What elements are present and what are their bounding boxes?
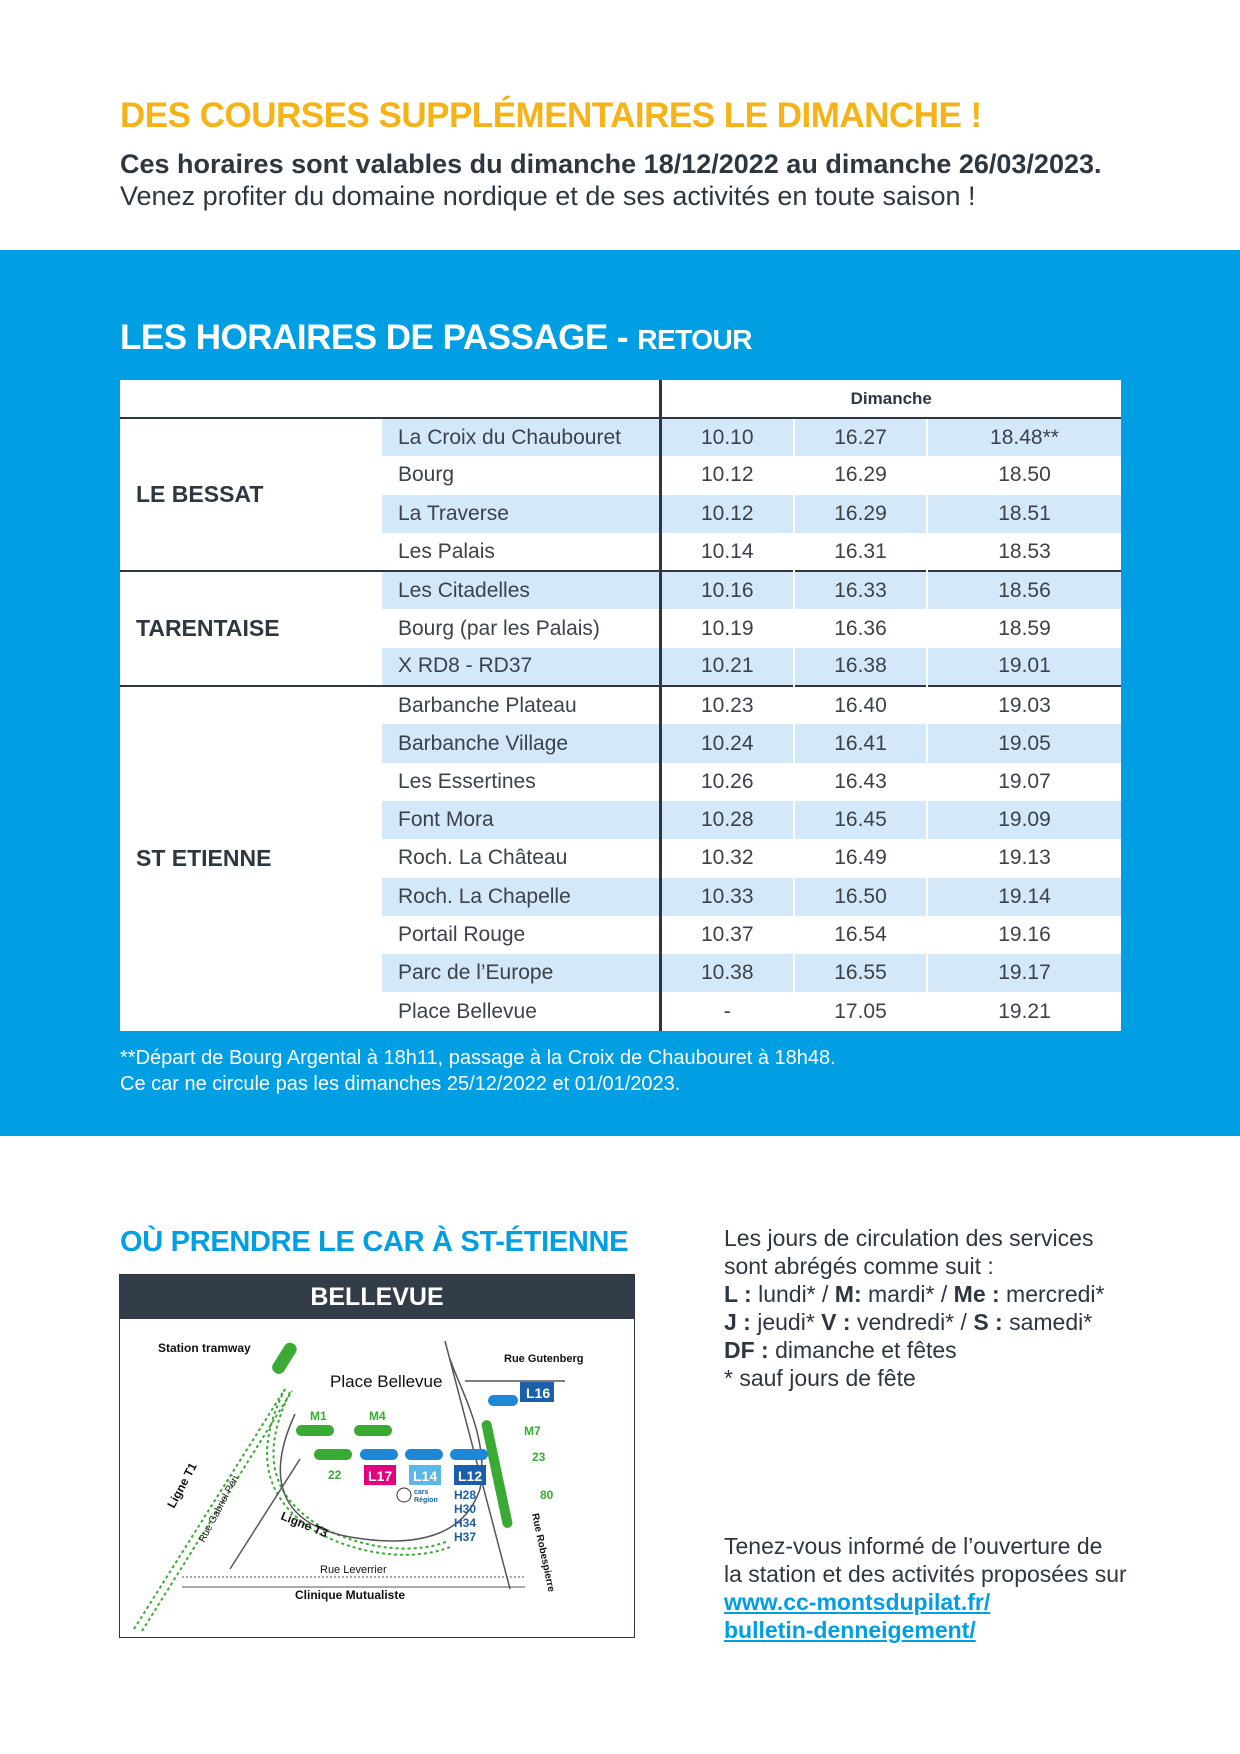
legend-key-df: DF : [724, 1337, 769, 1363]
headline: DES COURSES SUPPLÉMENTAIRES LE DIMANCHE ! [120, 96, 982, 135]
website-link-1[interactable]: www.cc-montsdupilat.fr/ [724, 1589, 991, 1615]
time-cell: 10.26 [660, 763, 794, 801]
time-cell: 19.05 [927, 724, 1121, 762]
time-cell: 10.37 [660, 916, 794, 954]
label-rue-robespierre: Rue Robespierre [529, 1512, 557, 1593]
time-cell: 10.32 [660, 839, 794, 877]
stop-name: Les Palais [398, 539, 495, 563]
label-ligne-t3: Ligne T3 [278, 1508, 330, 1541]
stop-m4 [354, 1425, 392, 1436]
stop-name: Bourg (par les Palais) [398, 616, 600, 640]
time-cell: 19.09 [927, 801, 1121, 839]
time-cell: 19.16 [927, 916, 1121, 954]
time-cell: 16.49 [794, 839, 927, 877]
time-cell: 10.14 [660, 533, 794, 571]
time-cell: 10.10 [660, 418, 794, 456]
day-header: Dimanche [660, 380, 1121, 418]
zone-label: TARENTAISE [120, 571, 382, 686]
stop-name: X RD8 - RD37 [382, 648, 660, 686]
time-cell: 18.59 [927, 609, 1121, 647]
label-80: 80 [540, 1488, 554, 1502]
time-cell: 10.24 [660, 724, 794, 762]
time-cell: - [660, 992, 794, 1030]
validity-text: Ces horaires sont valables du dimanche 18/12/2022 au dimanche 26/03/2023. [120, 149, 1102, 179]
legend-val-v: vendredi* / [856, 1309, 974, 1335]
time-cell: 10.12 [660, 456, 794, 494]
stop-l14 [405, 1449, 443, 1460]
info-line-2: la station et des activités proposées sur [724, 1561, 1127, 1587]
legend-key-m: M: [834, 1281, 862, 1307]
label-h28: H28 [454, 1488, 477, 1502]
time-cell: 16.29 [794, 495, 927, 533]
legend-key-j: J : [724, 1309, 751, 1335]
cars-region-icon [397, 1488, 411, 1502]
legend-key-me: Me : [953, 1281, 1000, 1307]
time-cell: 19.03 [927, 686, 1121, 724]
map-title: BELLEVUE [120, 1275, 634, 1319]
stop-name: Parc de l’Europe [382, 954, 660, 992]
label-region: Région [414, 1497, 438, 1504]
footnote-line-2: Ce car ne circule pas les dimanches 25/12/2022 et 01/01/2023. [120, 1073, 681, 1095]
schedule-title [120, 318, 752, 358]
invite-text: Venez profiter du domaine nordique et de ses activités en toute saison ! [120, 181, 976, 211]
stop-name: Roch. La Chapelle [382, 878, 660, 916]
stop-name: Barbanche Village [382, 724, 660, 762]
schedule-title-main: LES HORAIRES DE PASSAGE - [120, 318, 629, 357]
intro-section [120, 96, 1140, 213]
stop-name: La Croix du Chaubouret [382, 418, 660, 456]
stop-name: Les Essertines [398, 769, 536, 793]
footnote-line-1: **Départ de Bourg Argental à 18h11, passage à la Croix de Chaubouret à 18h48. [120, 1047, 836, 1069]
time-cell: 10.21 [660, 648, 794, 686]
time-cell: 16.31 [794, 533, 927, 571]
time-cell: 19.07 [927, 763, 1121, 801]
time-cell: 18.51 [927, 495, 1121, 533]
time-cell: 16.29 [794, 456, 927, 494]
time-cell: 16.36 [794, 609, 927, 647]
label-m1: M1 [310, 1409, 327, 1423]
label-h34: H34 [454, 1516, 477, 1530]
tram-line-t1 [134, 1389, 285, 1629]
legend-line-3 [724, 1280, 1164, 1308]
legend-val-df: dimanche et fêtes [775, 1337, 957, 1363]
label-clinique: Clinique Mutualiste [295, 1588, 406, 1602]
zone-label: LE BESSAT [120, 418, 382, 571]
time-cell: 18.50 [927, 456, 1121, 494]
table-row [120, 686, 1121, 724]
label-m7: M7 [524, 1424, 541, 1438]
stop-l16 [488, 1395, 518, 1406]
stop-name: Bourg [398, 463, 455, 487]
time-cell: 10.19 [660, 609, 794, 647]
schedule-footnote [120, 1045, 836, 1097]
time-cell: 16.55 [794, 954, 927, 992]
time-cell: 16.41 [794, 724, 927, 762]
legend-val-j: jeudi* [757, 1309, 822, 1335]
time-cell: 17.05 [794, 992, 927, 1030]
time-cell: 19.21 [927, 992, 1121, 1030]
stop-name: Les Citadelles [382, 571, 660, 609]
time-cell: 19.13 [927, 839, 1121, 877]
info-block [724, 1532, 1184, 1644]
table-row [120, 418, 1121, 456]
stop-name: Roch. La Château [398, 846, 568, 870]
legend-line-1: Les jours de circulation des services [724, 1225, 1094, 1251]
time-cell: 10.12 [660, 495, 794, 533]
time-cell: 10.16 [660, 571, 794, 609]
stop-name: Barbanche Plateau [382, 686, 660, 724]
time-cell: 19.01 [927, 648, 1121, 686]
label-cars: cars [414, 1489, 429, 1496]
zone-label: ST ETIENNE [120, 686, 382, 1031]
stop-name: Font Mora [382, 801, 660, 839]
time-cell: 16.40 [794, 686, 927, 724]
legend-val-m: mardi* / [868, 1281, 954, 1307]
time-cell: 16.45 [794, 801, 927, 839]
label-rue-gutenberg: Rue Gutenberg [504, 1353, 584, 1365]
time-cell: 10.38 [660, 954, 794, 992]
legend-line-5 [724, 1336, 1164, 1364]
legend-line-2: sont abrégés comme suit : [724, 1253, 994, 1279]
label-h30: H30 [454, 1502, 477, 1516]
stop-name: La Traverse [382, 495, 660, 533]
label-place-bellevue: Place Bellevue [330, 1372, 443, 1391]
days-legend [724, 1224, 1164, 1392]
legend-val-s: samedi* [1009, 1309, 1093, 1335]
label-rue-leverrier: Rue Leverrier [320, 1564, 387, 1576]
time-cell: 18.56 [927, 571, 1121, 609]
time-cell: 18.53 [927, 533, 1121, 571]
time-cell: 16.54 [794, 916, 927, 954]
time-cell: 18.48** [927, 418, 1121, 456]
stop-name: Place Bellevue [398, 999, 537, 1023]
info-line-1: Tenez-vous informé de l’ouverture de [724, 1533, 1103, 1559]
label-m4: M4 [369, 1409, 386, 1423]
legend-key-l: L : [724, 1281, 752, 1307]
time-cell: 16.33 [794, 571, 927, 609]
time-cell: 16.38 [794, 648, 927, 686]
time-cell: 16.43 [794, 763, 927, 801]
legend-key-v: V : [821, 1309, 851, 1335]
schedule-title-sub: RETOUR [637, 324, 752, 355]
label-l12: L12 [458, 1468, 483, 1484]
stop-m1 [296, 1425, 334, 1436]
time-cell: 16.27 [794, 418, 927, 456]
label-23: 23 [532, 1450, 546, 1464]
time-cell: 19.14 [927, 878, 1121, 916]
bellevue-map [119, 1274, 635, 1638]
legend-key-s: S : [973, 1309, 1003, 1335]
time-cell: 10.23 [660, 686, 794, 724]
stop-l12 [450, 1449, 488, 1460]
where-title: OÙ PRENDRE LE CAR À ST-ÉTIENNE [120, 1226, 629, 1258]
time-cell: 10.33 [660, 878, 794, 916]
label-gabriel-peri: Rue Gabriel Péri [196, 1473, 242, 1545]
legend-note: * sauf jours de fête [724, 1365, 916, 1391]
time-cell: 10.28 [660, 801, 794, 839]
website-link-2[interactable]: bulletin-denneigement/ [724, 1617, 976, 1643]
timetable-header-row [120, 380, 1121, 418]
label-ligne-t1: Ligne T1 [164, 1460, 200, 1511]
time-cell: 19.17 [927, 954, 1121, 992]
label-station-tramway: Station tramway [158, 1341, 251, 1355]
stop-22 [314, 1449, 352, 1460]
map-drawing [120, 1319, 633, 1636]
label-h37: H37 [454, 1530, 477, 1544]
label-l16: L16 [526, 1385, 551, 1401]
schedule-band [0, 250, 1240, 1136]
label-l14: L14 [413, 1468, 438, 1484]
timetable [120, 380, 1121, 1031]
label-22: 22 [328, 1468, 342, 1482]
table-row [120, 571, 1121, 609]
legend-val-me: mercredi* [1006, 1281, 1105, 1307]
tram-station-platform [270, 1340, 299, 1376]
legend-val-l: lundi* / [758, 1281, 835, 1307]
stop-name: Portail Rouge [398, 923, 526, 946]
legend-line-4 [724, 1308, 1164, 1336]
label-l17: L17 [368, 1468, 393, 1484]
stop-l17 [360, 1449, 398, 1460]
time-cell: 16.50 [794, 878, 927, 916]
